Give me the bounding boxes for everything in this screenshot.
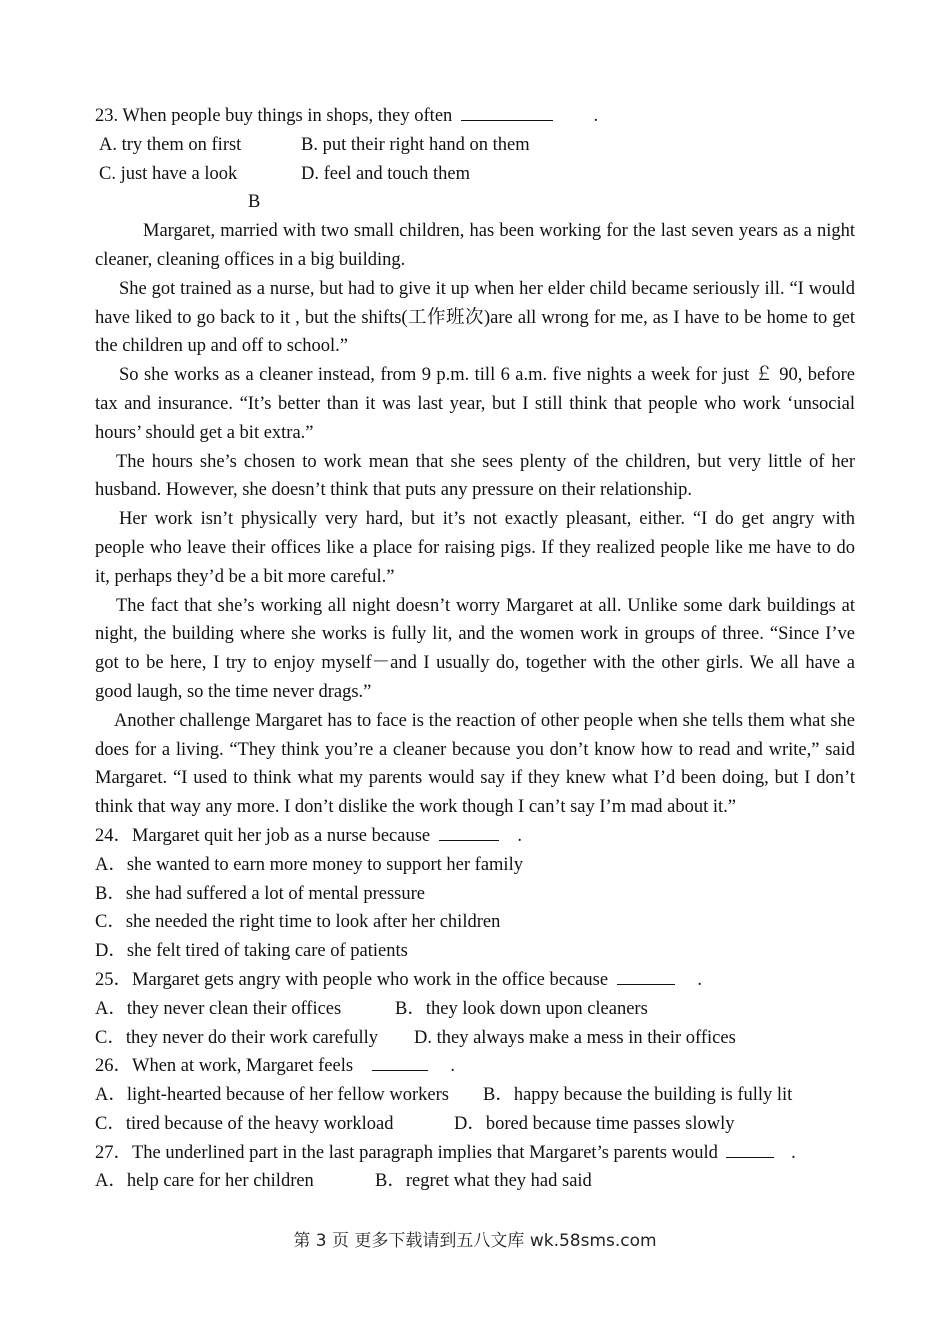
option-c: C．she needed the right time to look after her children [95, 912, 501, 933]
question-stem: 26．When at work, Margaret feels [95, 1056, 354, 1077]
question-23 [95, 102, 855, 131]
question-end: . [450, 1056, 455, 1077]
option-d: D．she felt tired of taking care of patients [95, 941, 408, 962]
question-end: . [517, 825, 522, 846]
answer-blank [617, 968, 675, 985]
option-b: B．regret what they had said [375, 1171, 592, 1192]
passage-paragraph: The fact that she’s working all night doesn’t worry Margaret at all. Unlike some dark buildings at night, the building where she works is fully lit, and the women work in groups of three. “Since I’ve got to be here, I try to enjoy myself－and I usually do, together with the other girls. We all have a good laugh, so the time never drags.” [95, 595, 855, 702]
option-c: C. just have a look [99, 163, 238, 184]
option-a: A. try them on first [99, 134, 242, 155]
passage-paragraph: Another challenge Margaret has to face is the reaction of other people when she tells them what she does for a living. “They think you’re a cleaner because you don’t know how to read and write,” said Margaret. “I used to think what my parents would say if they knew what I’d been doing, but I don’t think that way any more. I don’t dislike the work though I can’t say I’m mad about it.” [95, 710, 855, 818]
question-end: . [791, 1142, 796, 1163]
options-row [95, 131, 855, 160]
passage-paragraph: The hours she’s chosen to work mean that she sees plenty of the children, but very little of her husband. However, she doesn’t think that puts any pressure on their relationship. [95, 451, 855, 501]
passage-paragraph: So she works as a cleaner instead, from 9 p.m. till 6 a.m. five nights a week for just ￡ 90, before tax and insurance. “It’s better than it was last year, but I still think that people who work ‘unsocial hours’ should get a bit extra.” [95, 365, 855, 443]
option-d: D. they always make a mess in their offices [414, 1027, 736, 1048]
question-stem: 27．The underlined part in the last paragraph implies that Margaret’s parents would [95, 1142, 718, 1163]
option-b: B．happy because the building is fully lit [483, 1085, 793, 1106]
option-d: D．bored because time passes slowly [454, 1113, 735, 1134]
answer-blank [726, 1141, 774, 1158]
option-a: A．she wanted to earn more money to support her family [95, 854, 523, 875]
option-a: A．they never clean their offices [95, 998, 342, 1019]
option-a: A．light-hearted because of her fellow workers [95, 1085, 449, 1106]
options-row [95, 160, 855, 189]
question-stem: 24．Margaret quit her job as a nurse because [95, 825, 431, 846]
document-page [95, 102, 855, 1196]
question-stem: 25．Margaret gets angry with people who work in the office because [95, 969, 609, 990]
answer-blank [372, 1054, 428, 1071]
options-row [95, 995, 855, 1024]
question-end: . [593, 106, 599, 126]
option-b: B．she had suffered a lot of mental pressure [95, 883, 425, 904]
option-c: C．they never do their work carefully [95, 1027, 379, 1048]
question-stem: 23. When people buy things in shops, they often [95, 106, 453, 126]
options-row [95, 1024, 855, 1053]
answer-blank [439, 824, 499, 841]
page-footer: 第 3 页 更多下载请到五八文库 wk.58sms.com [293, 1231, 657, 1251]
option-c: C．tired because of the heavy workload [95, 1113, 394, 1134]
question-25 [95, 966, 855, 995]
options-row [95, 1167, 855, 1196]
passage-paragraph: She got trained as a nurse, but had to give it up when her elder child became seriously ill. “I would have liked to go back to it , but the shifts(工作班次)are all wrong for me, as I have to be home to get the children up and off to school.” [95, 278, 855, 357]
option-a: A．help care for her children [95, 1171, 314, 1192]
passage-paragraph: Margaret, married with two small children, has been working for the last seven years as a night cleaner, cleaning offices in a big building. [95, 221, 855, 270]
options-row [95, 1110, 855, 1139]
options-row [95, 1081, 855, 1110]
option-d: D. feel and touch them [301, 163, 471, 184]
question-end: . [697, 969, 702, 990]
question-26 [95, 1052, 855, 1081]
option-b: B. put their right hand on them [301, 134, 530, 155]
passage-label: B [248, 192, 261, 213]
option-b: B．they look down upon cleaners [395, 998, 648, 1019]
question-27 [95, 1139, 855, 1168]
question-24 [95, 822, 855, 851]
answer-blank [461, 104, 553, 121]
passage-paragraph: Her work isn’t physically very hard, but it’s not exactly pleasant, either. “I do get angry with people who leave their offices like a place for raising pigs. If they realized people like me have to do it, perhaps they’d be a bit more careful.” [95, 509, 855, 587]
